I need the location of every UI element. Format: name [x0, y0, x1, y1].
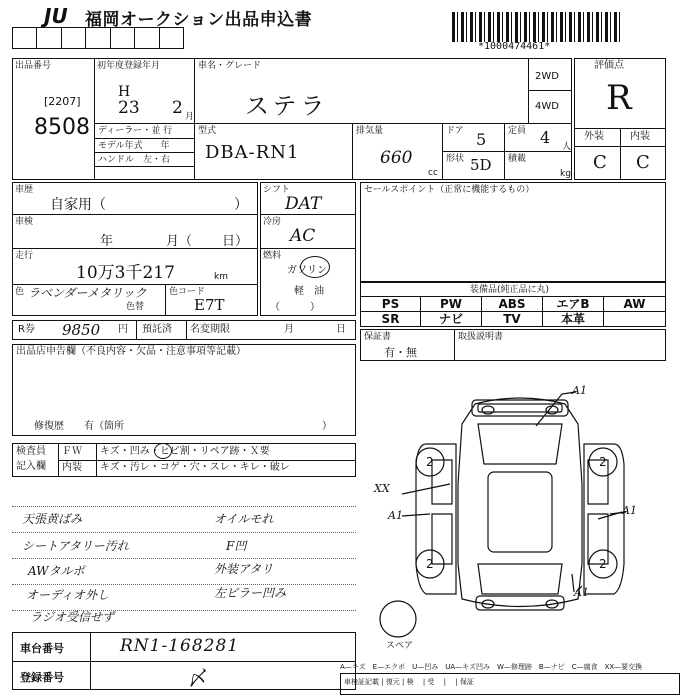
color-label: 色 — [15, 287, 25, 297]
color-change-label: 色替 — [126, 302, 145, 312]
manual-label: 取扱説明書 — [458, 332, 504, 342]
car-body-outline — [458, 398, 582, 607]
fuel-gasoline: ガソリン — [287, 265, 327, 276]
equipment-navi: ナビ — [421, 311, 482, 326]
meigi-label: 名変期限 — [190, 324, 230, 335]
capacity: 4 — [540, 128, 551, 147]
exterior-grade: C — [593, 152, 607, 173]
legend-line-1: A—キズ E—エクボ U—凹み UA—キズ凹み W—修理跡 B—ナビ C—腐食 XX—要交換 — [340, 663, 643, 671]
interior-grade: C — [636, 152, 650, 173]
inspection-month: 月（ — [166, 234, 193, 249]
door-label: ドア — [446, 126, 464, 136]
inspection-day: 日） — [222, 234, 249, 249]
mark-a1-right: A1 — [622, 504, 637, 517]
legend-line-2: 車検証記載 | 復元 | 検 | 受 | | 保証 — [344, 678, 474, 686]
note-left-5: ラジオ受信せず — [30, 610, 115, 624]
inspector-circle-mark — [154, 443, 172, 459]
inspection-year: 年 — [100, 234, 114, 249]
registration-era: H — [118, 84, 131, 100]
spare-label: スペア — [386, 641, 414, 651]
ac-value: AC — [290, 226, 316, 246]
note-right-1: オイルモれ — [214, 512, 274, 526]
fuel-other: （ ） — [270, 302, 320, 313]
tire-rr-value: 2 — [599, 557, 607, 571]
meigi-month: 月 — [284, 324, 294, 335]
color-value: ラベンダーメタリック — [28, 286, 147, 300]
note-right-4: 左ピラー凹み — [214, 586, 287, 600]
registration-month-unit: 月 — [185, 112, 195, 122]
usage-label: 車歴 — [15, 185, 34, 195]
fuel-light: 軽 油 — [294, 286, 324, 297]
inspector-interior-label: 内装 — [62, 462, 82, 473]
note-left-4: オーディオ外し — [26, 588, 110, 602]
lot-code: [2207] — [44, 95, 81, 108]
ac-label: 冷房 — [263, 217, 282, 227]
fuel-circle — [300, 256, 330, 278]
model-type-label: 型式 — [198, 126, 217, 136]
registration-year: 23 — [118, 98, 140, 118]
equipment-pw: PW — [421, 296, 482, 311]
inspector-fw-items: キズ・凹み・ヒビ割・リペア跡・Ｘ要 — [100, 446, 270, 457]
color-code: E7T — [194, 296, 225, 314]
mark-a1-rear: A1 — [574, 586, 589, 599]
meigi-day: 日 — [336, 324, 346, 335]
inspector-fw-label: ＦＷ — [62, 446, 82, 457]
tire-rl-value: 2 — [426, 557, 434, 571]
company-logo: JU — [44, 4, 68, 28]
registration-label: 初年度登録年月 — [97, 61, 161, 71]
car-left-side — [416, 444, 456, 594]
load-label: 積載 — [508, 154, 527, 164]
grade-score: R — [606, 78, 632, 118]
usage-value: 自家用（ — [50, 197, 106, 213]
registration-month: 2 — [172, 98, 183, 118]
displacement-unit: cc — [428, 168, 438, 178]
warranty-label: 保証書 — [364, 332, 392, 342]
equipment-abs: ABS — [482, 296, 543, 311]
dealer-label: ディーラー・並 行 — [98, 126, 173, 136]
inspector-label-1: 検査員 — [16, 446, 46, 457]
note-right-3: 外装アタリ — [214, 562, 274, 576]
recycle-label: R券 — [18, 324, 35, 335]
barcode-number: *1000474461* — [478, 41, 551, 52]
warranty-value: 有・無 — [384, 346, 417, 359]
recycle-unit: 円 — [118, 324, 128, 335]
exterior-label: 外装 — [584, 131, 604, 142]
note-left-2: シートアタリー汚れ — [22, 539, 129, 553]
tire-fl-value: 2 — [426, 455, 434, 469]
shape-value: 5D — [470, 156, 492, 174]
registration-no-label: 登録番号 — [20, 671, 64, 684]
mark-a1-top: A1 — [572, 384, 587, 397]
load-unit: kg — [560, 169, 571, 179]
shift-value: DAT — [285, 194, 322, 214]
equipment-row-1 — [361, 296, 665, 311]
registration-no-value: 〆 — [188, 666, 208, 690]
inspector-label-2: 記入欄 — [16, 461, 46, 472]
equipment-leather: 本革 — [543, 311, 604, 326]
car-damage-diagram — [360, 364, 680, 662]
repair-close: ） — [322, 421, 332, 432]
tire-fr-value: 2 — [599, 455, 607, 469]
mileage-value: 10万3千217 — [76, 263, 175, 283]
handwritten-notes-area — [12, 480, 356, 628]
equipment-row-2 — [361, 311, 665, 326]
handle-label: ハンドル 左・右 — [98, 155, 171, 165]
sales-point-block — [360, 182, 666, 282]
spare-tire — [380, 601, 416, 637]
drive-4wd: 4WD — [535, 101, 559, 112]
lot-number: 8508 — [34, 115, 90, 140]
capacity-unit: 人 — [562, 142, 572, 152]
note-right-2: F凹 — [226, 539, 247, 553]
car-name: ステラ — [245, 92, 329, 120]
equipment-sr: SR — [361, 311, 421, 326]
equipment-aw: AW — [623, 296, 646, 311]
mileage-label: 走行 — [15, 251, 34, 261]
repair-label: 修復歴 有（箇所 — [34, 421, 124, 432]
mark-xx: XX — [374, 482, 390, 495]
usage-close: ） — [234, 197, 248, 213]
capacity-label: 定員 — [508, 126, 527, 136]
car-name-label: 車名・グレード — [198, 61, 262, 71]
entry-grid-right — [528, 15, 686, 37]
equipment-ps: PS — [361, 296, 421, 311]
interior-label: 内装 — [630, 131, 650, 142]
shift-label: シフト — [263, 185, 291, 195]
note-left-3: AWタルポ — [28, 564, 85, 578]
recycle-value: 9850 — [62, 321, 101, 339]
form-title: 福岡オークション出品申込書 — [85, 10, 313, 30]
shape-label: 形状 — [446, 154, 465, 164]
notes-label: 出品店申告欄（不良内容・欠品・注意事項等記載） — [16, 346, 246, 357]
note-left-1: 天張黄ばみ — [22, 512, 83, 526]
lot-label: 出品番号 — [15, 61, 52, 71]
color-code-label: 色コード — [169, 287, 206, 297]
chassis-number: RN1-168281 — [120, 636, 240, 656]
entry-grid — [12, 27, 184, 49]
equipment-empty — [604, 311, 665, 326]
chassis-label: 車台番号 — [20, 642, 64, 655]
grade-label: 評価点 — [594, 60, 624, 71]
mark-a1-left: A1 — [388, 509, 403, 522]
inspection-label: 車検 — [15, 217, 34, 227]
model-type: DBA-RN1 — [205, 142, 300, 163]
fuel-label: 燃料 — [263, 251, 282, 261]
mileage-unit: km — [214, 272, 228, 282]
model-year-label: モデル年式 年 — [98, 141, 170, 151]
sales-point-label: セールスポイント（正常に機能するもの） — [364, 185, 535, 195]
drive-2wd: 2WD — [535, 71, 559, 82]
equipment-airbag: エアB — [543, 296, 604, 311]
door-count: 5 — [476, 130, 487, 149]
displacement: 660 — [380, 148, 413, 168]
inspector-interior-items: キズ・汚レ・コゲ・穴・スレ・キレ・破レ — [100, 462, 290, 473]
equipment-label: 装備品(純正品に丸) — [470, 285, 550, 295]
displacement-label: 排気量 — [356, 126, 384, 136]
equipment-tv: TV — [482, 311, 543, 326]
recycle-deposit: 預託済 — [142, 324, 172, 335]
